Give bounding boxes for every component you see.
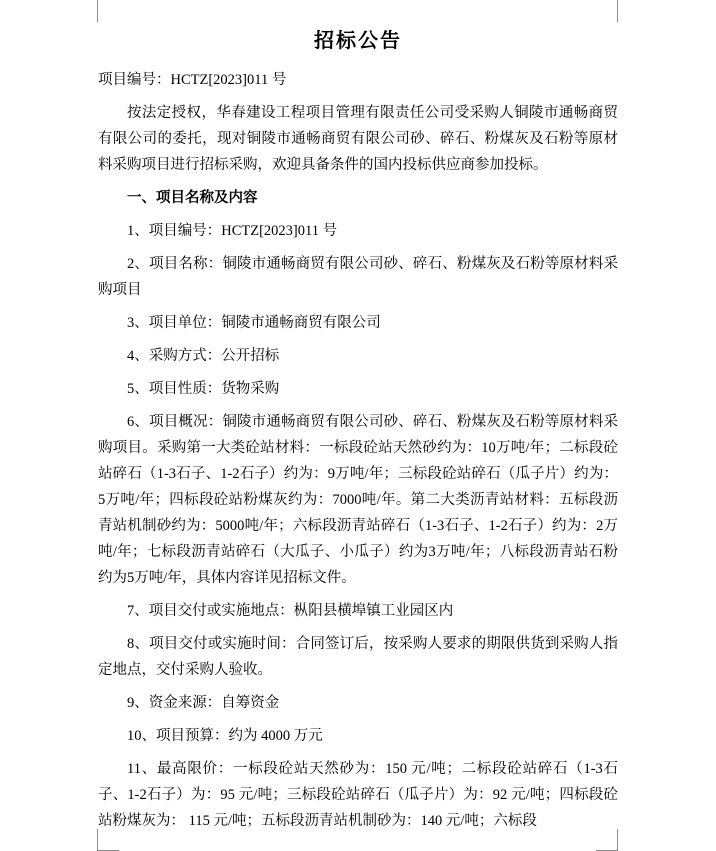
list-item: 11、最高限价：一标段砼站天然砂为：150 元/吨；二标段砼站碎石（1-3石子、1-2石子）为：95 元/吨；三标段砼站碎石（瓜子片）为：92 元/吨；四标段砼站粉煤灰为： 115 元/吨；五标段沥青站机制砂为：140 元/吨；六标段 <box>98 761 618 829</box>
list-item: 10、项目预算：约为 4000 万元 <box>127 728 323 744</box>
list-item: 8、项目交付或实施时间：合同签订后，按采购人要求的期限供货到采购人指定地点，交付采购人验收。 <box>98 636 618 678</box>
page-title: 招标公告 <box>314 30 402 52</box>
list-item: 3、项目单位：铜陵市通畅商贸有限公司 <box>127 315 381 331</box>
list-item: 6、项目概况：铜陵市通畅商贸有限公司砂、碎石、粉煤灰及石粉等原材料采购项目。采购第一大类砼站材料：一标段砼站天然砂约为：10万吨/年；二标段砼站碎石（1-3石子、1-2石子）约为：9万吨/年；三标段砼站碎石（瓜子片）约为：5万吨/年；四标段砼站粉煤灰约为：7000吨/年。第二大类沥青站材料：五标段沥青站机制砂约为：5000吨/年；六标段沥青站碎石（1-3石子、1-2石子）约为：2万吨/年；七标段沥青站碎石（大瓜子、小瓜子）约为3万吨/年；八标段沥青站石粉约为5万吨/年，具体内容详见招标文件。 <box>98 414 618 586</box>
document-content <box>98 14 618 841</box>
intro-paragraph: 按法定授权，华春建设工程项目管理有限责任公司受采购人铜陵市通畅商贸有限公司的委托，现对铜陵市通畅商贸有限公司砂、碎石、粉煤灰及石粉等原材料采购项目进行招标采购，欢迎具备条件的国内投标供应商参加投标。 <box>98 105 618 173</box>
list-item: 5、项目性质：货物采购 <box>127 381 280 397</box>
list-item: 4、采购方式：公开招标 <box>127 348 280 364</box>
project-number-line: 项目编号：HCTZ[2023]011 号 <box>98 72 287 88</box>
section-heading-one: 一、项目名称及内容 <box>127 190 258 206</box>
list-item: 2、项目名称：铜陵市通畅商贸有限公司砂、碎石、粉煤灰及石粉等原材料采购项目 <box>98 256 618 298</box>
list-item: 9、资金来源：自筹资金 <box>127 695 280 711</box>
list-item: 7、项目交付或实施地点：枞阳县横埠镇工业园区内 <box>127 603 454 619</box>
list-item: 1、项目编号：HCTZ[2023]011 号 <box>127 223 338 239</box>
